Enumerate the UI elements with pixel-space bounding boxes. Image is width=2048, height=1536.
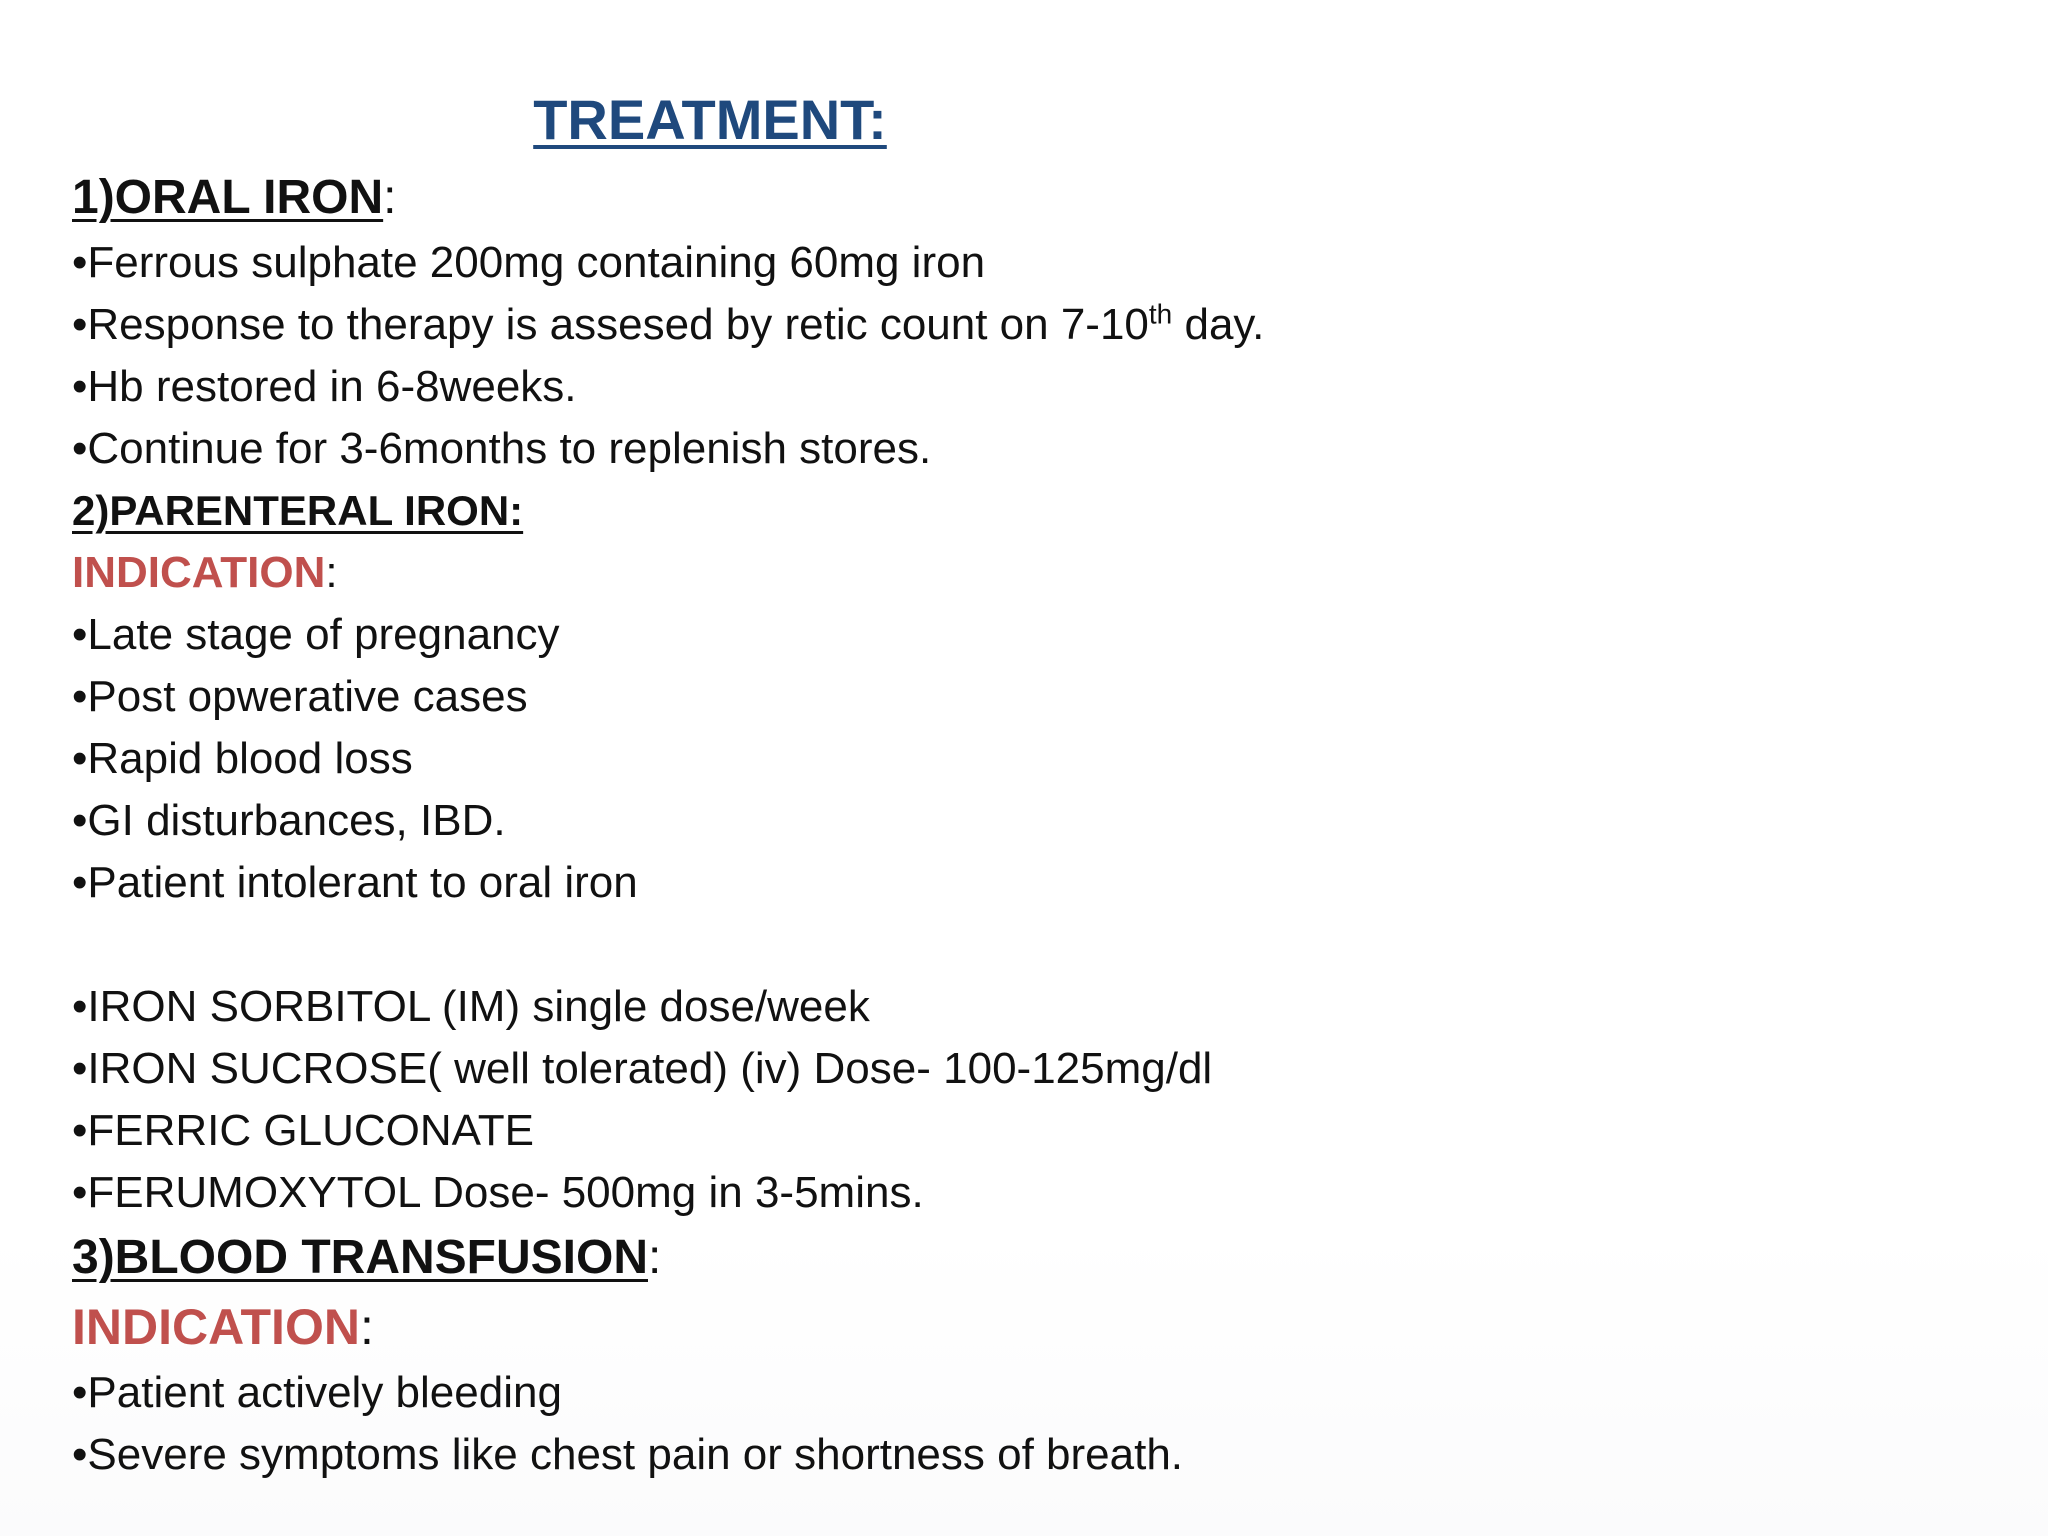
transfusion-indication-colon: : — [359, 1299, 374, 1355]
parenteral-indication-colon: : — [325, 548, 338, 597]
slide-title-text: TREATMENT: — [533, 88, 887, 151]
list-item: •FERRIC GLUCONATE — [72, 1106, 534, 1155]
parenteral-indication-label — [72, 542, 1972, 604]
oral-iron-heading — [72, 164, 1972, 232]
list-item: •Ferrous sulphate 200mg containing 60mg iron — [72, 238, 986, 287]
spacer — [72, 914, 1972, 976]
list-item: •Late stage of pregnancy — [72, 610, 560, 659]
list-item: •Severe symptoms like chest pain or shortness of breath. — [72, 1430, 1184, 1479]
list-item: •IRON SORBITOL (IM) single dose/week — [72, 982, 870, 1031]
slide-content — [72, 164, 1972, 1486]
list-item: •Patient intolerant to oral iron — [72, 858, 638, 907]
list-item: •Hb restored in 6-8weeks. — [72, 362, 577, 411]
response-text: •Response to therapy is assesed by retic count on 7-10 — [72, 300, 1149, 349]
list-item: •Continue for 3-6months to replenish stores. — [72, 424, 932, 473]
parenteral-iron-heading — [72, 480, 1972, 542]
list-item: •GI disturbances, IBD. — [72, 796, 506, 845]
oral-iron-heading-colon: : — [383, 171, 397, 224]
blood-transfusion-heading — [72, 1224, 1972, 1292]
response-superscript: th — [1148, 298, 1173, 330]
transfusion-indication-text: INDICATION — [72, 1299, 360, 1355]
parenteral-indication-text: INDICATION — [72, 548, 326, 597]
transfusion-indication-label — [72, 1292, 1972, 1362]
list-item: •Rapid blood loss — [72, 734, 413, 783]
blood-transfusion-heading-colon: : — [648, 1231, 662, 1284]
list-item: •FERUMOXYTOL Dose- 500mg in 3-5mins. — [72, 1168, 924, 1217]
list-item: •IRON SUCROSE( well tolerated) (iv) Dose- 100-125mg/dl — [72, 1044, 1213, 1093]
slide-title — [0, 84, 1420, 156]
oral-iron-heading-text: 1)ORAL IRON — [72, 171, 384, 224]
list-item-response — [72, 294, 1972, 356]
response-text-end: day. — [1172, 300, 1265, 349]
blood-transfusion-heading-text: 3)BLOOD TRANSFUSION — [72, 1231, 648, 1284]
list-item: •Post opwerative cases — [72, 672, 528, 721]
parenteral-iron-heading-text: 2)PARENTERAL IRON: — [72, 487, 524, 534]
list-item: •Patient actively bleeding — [72, 1368, 562, 1417]
